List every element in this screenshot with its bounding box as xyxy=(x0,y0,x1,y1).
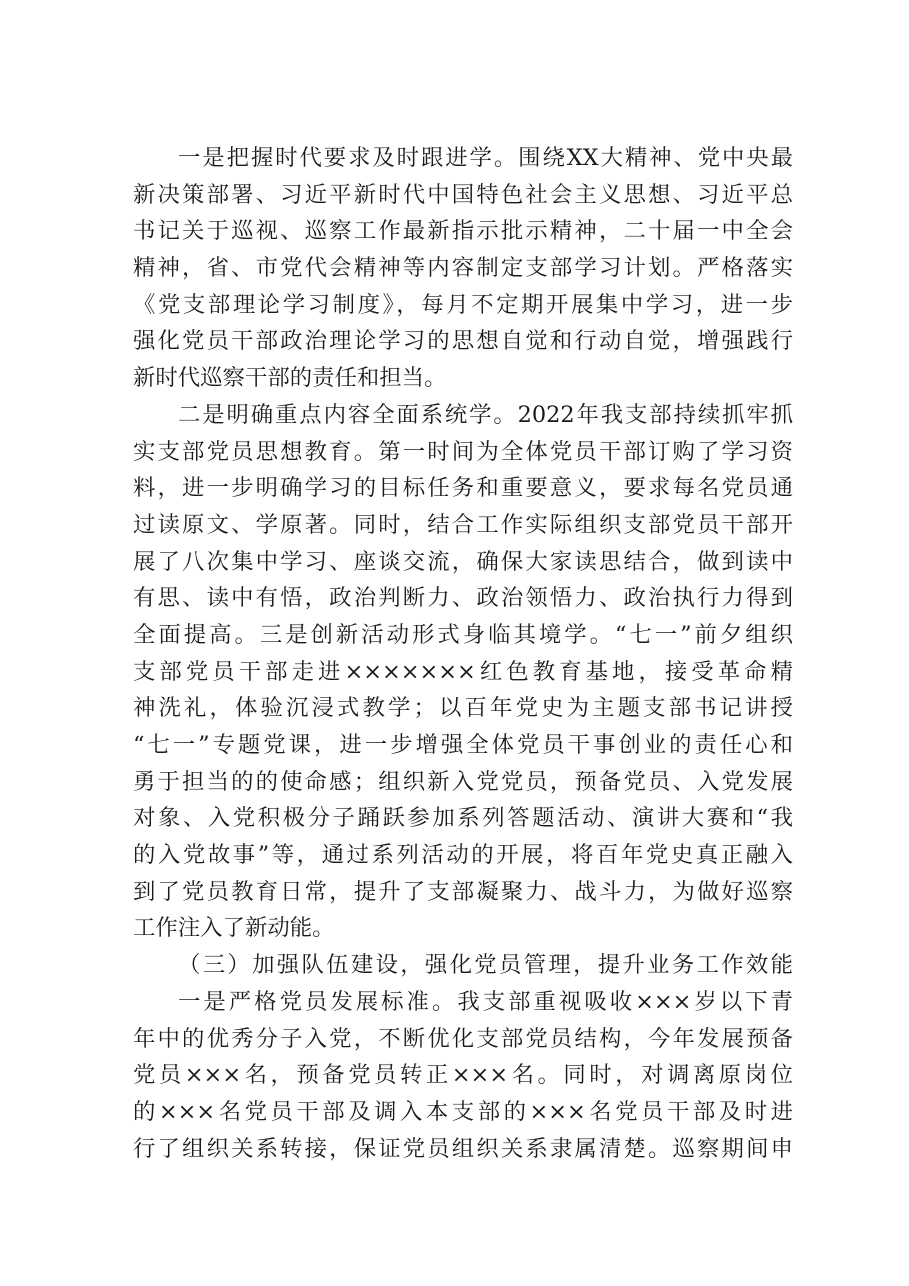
text-line: （三）加强队伍建设，强化党员管理，提升业务工作效能 xyxy=(178,952,793,979)
text-line: 支部党员干部走进×××××××红色教育基地，接受革命精 xyxy=(133,658,793,685)
text-line: 新时代巡察干部的责任和担当。 xyxy=(133,365,447,392)
text-line: 一是把握时代要求及时跟进学。围绕XX大精神、党中央最 xyxy=(178,145,793,171)
text-line: 行了组织关系转接，保证党员组织关系隶属清楚。巡察期间申 xyxy=(133,1135,793,1162)
text-line: 有思、读中有悟，政治判断力、政治领悟力、政治执行力得到 xyxy=(133,585,793,612)
text-line: 书记关于巡视、巡察工作最新指示批示精神，二十届一中全会 xyxy=(133,218,793,245)
text-line: 一是严格党员发展标准。我支部重视吸收×××岁以下青 xyxy=(178,988,793,1015)
text-line: “七一”专题党课，进一步增强全体党员干事创业的责任心和 xyxy=(133,732,793,758)
text-line: 神洗礼，体验沉浸式教学；以百年党史为主题支部书记讲授 xyxy=(133,695,793,722)
text-line: 对象、入党积极分子踊跃参加系列答题活动、演讲大赛和“我 xyxy=(133,805,793,832)
text-line: 二是明确重点内容全面系统学。2022年我支部持续抓牢抓 xyxy=(178,401,793,428)
text-line: 强化党员干部政治理论学习的思想自觉和行动自觉，增强践行 xyxy=(133,328,793,355)
text-line: 精神，省、市党代会精神等内容制定支部学习计划。严格落实 xyxy=(133,255,793,282)
text-line: 新决策部署、习近平新时代中国特色社会主义思想、习近平总 xyxy=(133,181,793,208)
text-line: 《党支部理论学习制度》，每月不定期开展集中学习，进一步 xyxy=(133,291,793,318)
text-line: 的入党故事”等，通过系列活动的开展，将百年党史真正融入 xyxy=(133,842,793,869)
text-line: 全面提高。三是创新活动形式身临其境学。“七一”前夕组织 xyxy=(133,621,793,648)
text-line: 年中的优秀分子入党，不断优化支部党员结构，今年发展预备 xyxy=(133,1025,793,1052)
text-line: 党员×××名，预备党员转正×××名。同时，对调离原岗位 xyxy=(133,1062,793,1089)
text-line: 展了八次集中学习、座谈交流，确保大家读思结合，做到读中 xyxy=(133,548,793,575)
body-text xyxy=(133,140,793,1167)
text-line: 的×××名党员干部及调入本支部的×××名党员干部及时进 xyxy=(133,1098,793,1125)
text-line: 勇于担当的的使命感；组织新入党党员，预备党员、入党发展 xyxy=(133,768,793,795)
text-line: 到了党员教育日常，提升了支部凝聚力、战斗力，为做好巡察 xyxy=(133,878,793,905)
text-line: 过读原文、学原著。同时，结合工作实际组织支部党员干部开 xyxy=(133,511,793,538)
text-line: 工作注入了新动能。 xyxy=(133,915,335,942)
text-line: 料，进一步明确学习的目标任务和重要意义，要求每名党员通 xyxy=(133,475,793,502)
text-line: 实支部党员思想教育。第一时间为全体党员干部订购了学习资 xyxy=(133,438,793,465)
